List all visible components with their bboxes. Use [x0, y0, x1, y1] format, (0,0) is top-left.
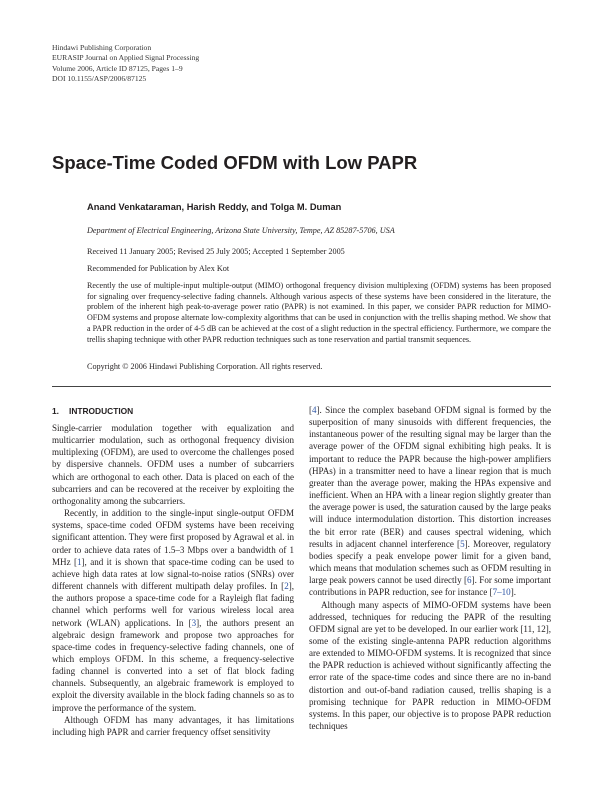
paper-title: Space-Time Coded OFDM with Low PAPR [52, 152, 418, 173]
intro-paragraph-1: Single-carrier modulation together with equalization and multicarrier modulation, such as orthogonal frequency division multiplexing (OFDM), are used to overcome the challenges posed by dispersive channels. OFDM uses a number of subcarriers which are orthogonal to each other. Data is placed on each of the subcarriers and can be recovered at the receiver by exploiting the orthogonality among the subcarriers. [52, 423, 294, 506]
citation-link-3[interactable]: 3 [191, 617, 197, 628]
intro-paragraph-3-continued: [4]. Since the complex baseband OFDM signal is formed by the superposition of many sinusoids with different frequencies, the instantaneous power of the resulting signal may be larger than the average power of the OFDM signal exhibiting high peaks. It is important to reduce the PAPR because the high-power amplifiers (HPAs) in a transmitter need to have a linear region that is much greater than the average power, making the HPAs expensive and inefficient. When an HPA with a linear region slightly greater than the average power is used, the saturation caused by the large peaks will induce intermodulation distortion. This distortion increases the bit error rate (BER) and causes spectral widening, which results in adjacent channel interference [5]. Moreover, regulatory bodies specify a peak envelope power limit for a given band, which means that modulation schemes such as OFDM resulting in large peak powers cannot be used directly [6]. For some important contributions in PAPR reduction, see for instance [7–10]. [309, 405, 552, 598]
intro-paragraph-3: Although OFDM has many advantages, it has limitations including high PAPR and carrier frequency offset sensitivity [52, 714, 294, 737]
abstract: Recently the use of multiple-input multiple-output (MIMO) orthogonal frequency division multiplexing (OFDM) systems has been proposed for signaling over frequency-selective fading channels. Although various aspects of these systems have been considered in the literature, the problem of the inherent high peak-to-average power ratio (PAPR) is not examined. In this paper, we consider PAPR reduction for MIMO-OFDM systems and propose alternate low-complexity algorithms that can be used in conjunction with the trellis shaping method. We show that a PAPR reduction in the order of 4-5 dB can be achieved at the cost of a slight reduction in the spectral efficiency. Furthermore, we compare the trellis shaping technique with other PAPR reduction techniques such as tone reservation and partial transmit sequences. [87, 281, 551, 344]
section-number: 1. [52, 406, 59, 416]
text-run: ], the authors present an algebraic design framework and propose two approaches for space-time codes in frequency-selective fading channels, one of which employs OFDM. In this scheme, a frequency-selective fading channel is converted into a set of flat block fading channels. Subsequently, an algebraic framework is employed to exploit the diversity available in the block fading channels so as to improve the performance of the system. [52, 617, 295, 713]
text-run: ]. For some important contributions in PAPR reduction, see for instance [ [309, 575, 551, 598]
section-title: INTRODUCTION [69, 406, 134, 416]
author-list: Anand Venkataraman, Harish Reddy, and Tolga M. Duman [87, 202, 342, 212]
submission-dates: Received 11 January 2005; Revised 25 July 2005; Accepted 1 September 2005 [87, 247, 345, 256]
citation-link-6[interactable]: 6 [467, 575, 472, 586]
recommended-by: Recommended for Publication by Alex Kot [87, 264, 230, 273]
right-column [309, 404, 551, 732]
text-run: Recently, in addition to the single-input single-output OFDM systems, space-time coded OFDM systems have been receiving significant attention. They were first proposed by Agrawal et al. in order to achieve data rates of 1.5–3 Mbps over a bandwidth of 1 MHz [ [52, 508, 294, 567]
intro-paragraph-4: Although many aspects of MIMO-OFDM systems have been addressed, techniques for reducing the PAPR of the resulting OFDM signal are yet to be developed. In our earlier work [11, 12], some of the existing single-antenna PAPR reduction algorithms are extended to MIMO-OFDM systems. It is recognized that since the PAPR reduction is achieved without significantly affecting the error rate of the space-time codes and since there are no in-band distortion and out-of-band radiation caused, trellis shaping is a promising technique for PAPR reduction in MIMO-OFDM systems. In this paper, our objective is to propose PAPR reduction techniques [309, 599, 551, 732]
header-divider [52, 386, 551, 387]
section-heading [52, 406, 133, 416]
left-column [52, 422, 294, 738]
publisher-line: Hindawi Publishing Corporation [52, 43, 152, 52]
text-run: ], and it is shown that space-time coding can be used to achieve high data rates at low signal-to-noise ratios (SNRs) over different channels with different multipath delay profiles. In [ [52, 556, 294, 592]
text-run: ]. Since the complex baseband OFDM signal is formed by the superposition of many sinusoids with different frequencies, the instantaneous power of the resulting signal may be larger than the average power of the OFDM signal exhibiting high peaks. It is important to reduce the PAPR because the high-power amplifiers (HPAs) in a transmitter need to have a linear region that is much greater than the average power, making the HPAs expensive and inefficient. When an HPA with a linear region slightly greater than the average power is used, the saturation caused by the large peaks will induce intermodulation distortion. This distortion increases the bit error rate (BER) and causes spectral widening, which results in adjacent channel interference [ [309, 405, 551, 549]
volume-line: Volume 2006, Article ID 87125, Pages 1–9 [52, 63, 183, 73]
intro-paragraph-2 [52, 507, 294, 714]
citation-link-7-10[interactable]: 7–10 [492, 587, 511, 598]
text-run: ], the authors propose a space-time code for a Rayleigh flat fading channel which performs well for various wireless local area network (WLAN) applications. In [ [52, 581, 294, 628]
citation-link-1[interactable]: 1 [77, 556, 82, 567]
doi-line: DOI 10.1155/ASP/2006/87125 [52, 74, 147, 84]
text-run: ]. Moreover, regulatory bodies specify a peak envelope power limit for a given band, which means that modulation schemes such as OFDM resulting in large peak powers cannot be used directly [ [309, 538, 552, 586]
citation-link-4[interactable]: 4 [312, 405, 317, 415]
copyright-notice: Copyright © 2006 Hindawi Publishing Corporation. All rights reserved. [87, 362, 323, 371]
journal-header [52, 43, 199, 85]
citation-link-5[interactable]: 5 [460, 538, 465, 549]
affiliation: Department of Electrical Engineering, Arizona State University, Tempe, AZ 85287-5706, USA [87, 226, 395, 235]
journal-line: EURASIP Journal on Applied Signal Processing [52, 53, 200, 63]
text-run: ]. [510, 587, 516, 598]
citation-link-2[interactable]: 2 [284, 581, 289, 592]
